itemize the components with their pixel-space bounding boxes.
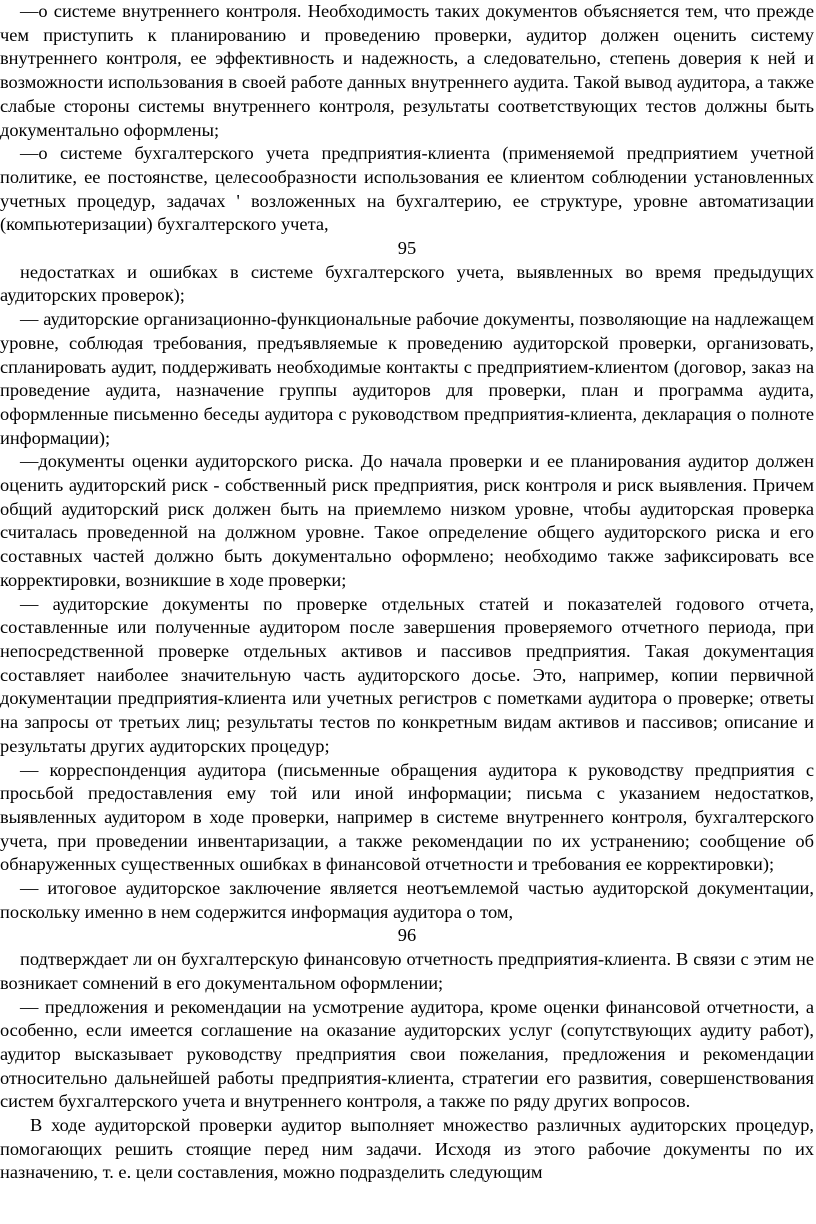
paragraph-annual-report-items: — аудиторские документы по проверке отдельных статей и показателей годового отчета, составленные или полученные аудитором после завершения проверяемого отчетного периода, при непосредственной проверке отдельных активов и пассивов предприятия. Такая документация составляет наиболее значительную часть аудиторского досье. Это, например, копии первичной документации предприятия-клиента или учетных регистров с пометками аудитора о проверке; ответы на запросы от третьих лиц; результаты тестов по конкретным видам активов и пассивов; описание и результаты других аудиторских процедур; [0, 593, 814, 756]
paragraph-recommendations: — предложения и рекомендации на усмотрение аудитора, кроме оценки финансовой отчетности, а особенно, если имеется соглашение на оказание аудиторских услуг (сопутствующих аудиту работ), аудитор высказывает руководству предприятия свои пожелания, предложения и рекомендации относительно дальнейшей работы предприятия-клиента, стратегии его развития, совершенствования систем бухгалтерского учета и внутреннего контроля, а также по ряду других вопросов. [0, 996, 814, 1112]
paragraph-accounting-system: —о системе бухгалтерского учета предприятия-клиента (применяемой предприятием учетной политике, ее постоянстве, целесообразности использования ее клиентом соблюдении установленных учетных процедур, задачах ' возложенных на бухгалтерию, ее структуре, уровне автоматизации (компьютеризации) бухгалтерского учета, [0, 143, 814, 235]
paragraph-organizational-documents: — аудиторские организационно-функциональные рабочие документы, позволяющие на надлежащем уровне, соблюдая требования, предъявляемые к проведению аудиторской проверки, организовать, спланировать аудит, поддерживать необходимые контакты с предприятием-клиентом (договор, заказ на проведение аудита, назначение группы аудиторов для проверки, план и программа аудита, оформленные письменно беседы аудитора с руководством предприятия-клиента, декларация о полноте информации); [0, 309, 814, 448]
paragraph-confirmation: подтверждает ли он бухгалтерскую финансовую отчетность предприятия-клиента. В связи с этим не возникает сомнений в его документальном оформлении; [0, 949, 814, 993]
paragraph-audit-risk: —документы оценки аудиторского риска. До начала проверки и ее планирования аудитор должен оценить аудиторский риск - собственный риск предприятия, риск контроля и риск выявления. Причем общий аудиторский риск должен быть на приемлемо низком уровне, чтобы аудиторская проверка считалась проведенной на должном уровне. Такое определение общего аудиторского риска и его составных частей должно быть документально оформлено; необходимо также зафиксировать все корректировки, возникшие в ходе проверки; [0, 451, 814, 590]
page-number: 96 [397, 925, 417, 946]
paragraph-internal-control: —о системе внутреннего контроля. Необходимость таких документов объясняется тем, что прежде чем приступить к планированию и проведению проверки, аудитор должен оценить систему внутреннего контроля, ее эффективность и надежность, а следовательно, степень доверия к ней и возможности использования в своей работе данных внутреннего аудита. Такой вывод аудитора, а также слабые стороны системы внутреннего контроля, результаты соответствующих тестов должны быть документально оформлены; [0, 1, 814, 140]
paragraph-classification: В ходе аудиторской проверки аудитор выполняет множество различных аудиторских процедур, помогающих решить стоящие перед ним задачи. Исходя из этого рабочие документы по их назначению, т. е. цели составления, можно подразделить следующим [0, 1115, 814, 1183]
page-number: 95 [397, 238, 417, 259]
paragraph-final-opinion: — итоговое аудиторское заключение является неотъемлемой частью аудиторской документации, поскольку именно в нем содержится информация аудитора о том, [0, 878, 814, 922]
paragraph-correspondence: — корреспонденция аудитора (письменные обращения аудитора к руководству предприятия с просьбой предоставления ему той или иной информации; письма с указанием недостатков, выявленных аудитором в ходе проверки, например в системе внутреннего контроля, бухгалтерского учета, при проведении инвентаризации, а также рекомендации по их устранению; сообщение об обнаруженных существенных ошибках в финансовой отчетности и требования ее корректировки); [0, 759, 814, 875]
paragraph-previous-audits: недостатках и ошибках в системе бухгалтерского учета, выявленных во время предыдущих аудиторских проверок); [0, 261, 814, 306]
